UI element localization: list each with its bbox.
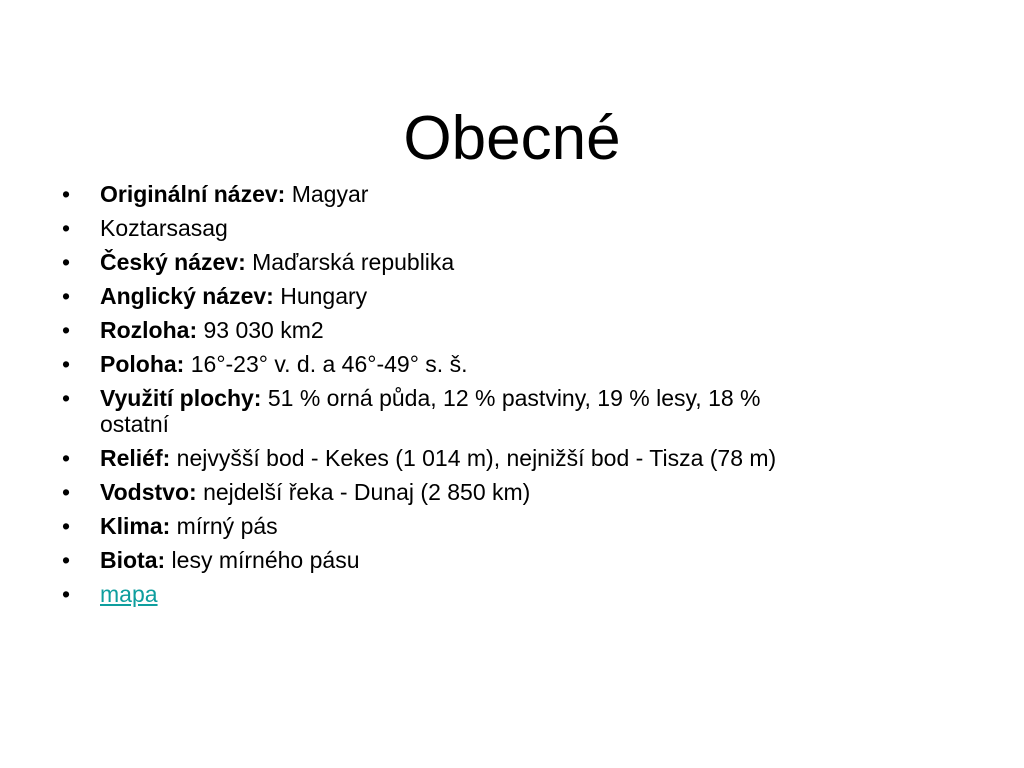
item-value: 16°-23° v. d. a 46°-49° s. š. [184, 351, 468, 377]
bullet-icon: • [62, 283, 71, 309]
item-label: Biota: [100, 547, 166, 573]
item-value: nejdelší řeka - Dunaj (2 850 km) [196, 479, 531, 505]
list-item-location [62, 351, 802, 377]
list-item-relief [62, 445, 802, 471]
list-item-land-use [62, 385, 802, 437]
item-label: Rozloha: [100, 317, 198, 343]
map-link[interactable]: mapa [100, 581, 158, 607]
item-value: Hungary [273, 283, 368, 309]
bullet-icon: • [62, 181, 71, 207]
list-item-climate [62, 513, 802, 539]
bullet-icon: • [62, 513, 71, 539]
item-value: Maďarská republika [245, 249, 455, 275]
bullet-icon: • [62, 547, 71, 573]
bullet-icon: • [62, 249, 71, 275]
item-label: Poloha: [100, 351, 185, 377]
item-value: mírný pás [170, 513, 278, 539]
list-item-english-name [62, 283, 802, 309]
item-label: Český název: [100, 249, 246, 275]
item-label: Reliéf: [100, 445, 171, 471]
list-item-map [62, 581, 802, 607]
item-label: Využití plochy: [100, 385, 262, 411]
list-item-original-name [62, 181, 802, 207]
item-value: Koztarsasag [100, 215, 228, 241]
slide-title: Obecné [403, 103, 621, 173]
bullet-icon: • [62, 385, 71, 411]
bullet-icon: • [62, 581, 71, 607]
item-value: lesy mírného pásu [165, 547, 360, 573]
bullet-icon: • [62, 445, 71, 471]
list-item-biota [62, 547, 802, 573]
item-value: 51 % orná půda, 12 % pastviny, 19 % lesy, 18 % ostatní [100, 385, 761, 437]
item-value: Magyar [285, 181, 369, 207]
list-item-area [62, 317, 802, 343]
bullet-icon: • [62, 351, 71, 377]
list-item-czech-name [62, 249, 802, 275]
list-item-water [62, 479, 802, 505]
bullet-list [62, 181, 802, 615]
item-value: 93 030 km2 [197, 317, 324, 343]
item-value: nejvyšší bod - Kekes (1 014 m), nejnižší bod - Tisza (78 m) [170, 445, 777, 471]
item-label: Vodstvo: [100, 479, 197, 505]
bullet-icon: • [62, 317, 71, 343]
bullet-icon: • [62, 215, 71, 241]
item-label: Anglický název: [100, 283, 274, 309]
list-item-koztarsasag [62, 215, 802, 241]
item-label: Originální název: [100, 181, 286, 207]
item-label: Klima: [100, 513, 171, 539]
bullet-icon: • [62, 479, 71, 505]
